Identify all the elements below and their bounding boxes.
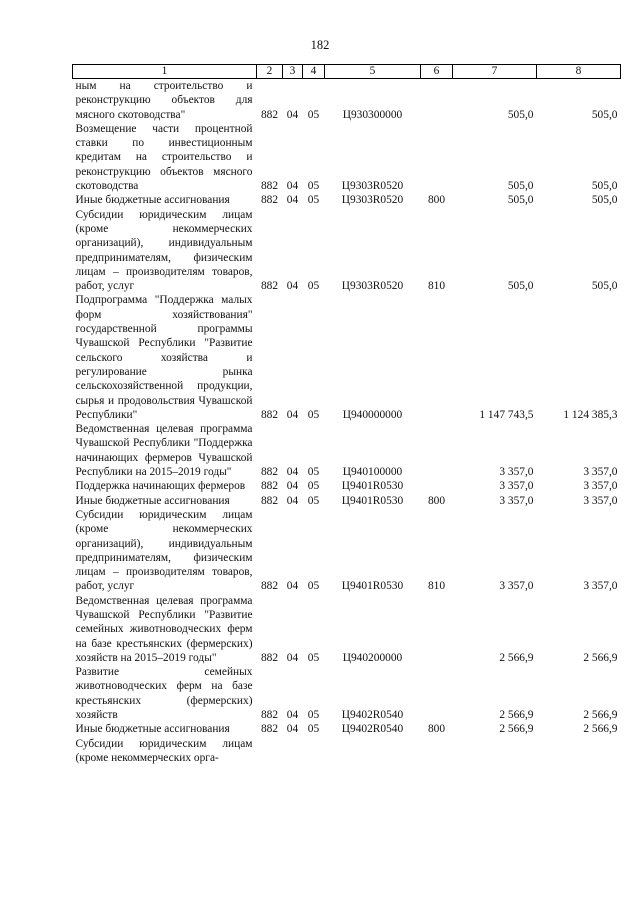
table-row	[73, 494, 621, 508]
expense-type-code: 800	[427, 494, 446, 507]
target-article-code: Ц9401R0530	[341, 580, 404, 593]
section-code: 04	[286, 494, 299, 507]
section-code: 04	[286, 108, 299, 121]
amount-year-1: 3 357,0	[499, 480, 534, 493]
subsection-code: 05	[307, 580, 320, 593]
column-header: 2	[257, 65, 283, 79]
column-header: 4	[303, 65, 325, 79]
table-header-row	[73, 65, 621, 79]
row-name: Развитие семейных животноводческих ферм на базе крестьянских (фермерских) хозяйств	[75, 666, 253, 722]
ministry-code: 882	[260, 480, 279, 493]
row-name: Иные бюджетные ассигнования	[75, 194, 230, 207]
amount-year-2: 505,0	[591, 180, 618, 193]
section-code: 04	[286, 580, 299, 593]
ministry-code: 882	[260, 723, 279, 736]
table-row	[73, 479, 621, 493]
column-header: 3	[283, 65, 303, 79]
subsection-code: 05	[307, 494, 320, 507]
row-name: Ведомственная целевая программа Чувашской Республики "Поддержка начинающих фермеров Чувашской Республики на 2015–2019 годы"	[75, 423, 253, 479]
table-row	[73, 665, 621, 722]
section-code: 04	[286, 651, 299, 664]
amount-year-2: 3 357,0	[583, 466, 618, 479]
amount-year-1: 505,0	[507, 194, 534, 207]
table-row	[73, 293, 621, 422]
section-code: 04	[286, 709, 299, 722]
row-name: Поддержка начинающих фермеров	[75, 480, 246, 493]
ministry-code: 882	[260, 180, 279, 193]
target-article-code: Ц9402R0540	[341, 723, 404, 736]
section-code: 04	[286, 408, 299, 421]
expense-type-code: 800	[427, 723, 446, 736]
amount-year-1: 2 566,9	[499, 723, 534, 736]
subsection-code: 05	[307, 709, 320, 722]
expense-type-code	[421, 122, 453, 193]
amount-year-2: 505,0	[591, 108, 618, 121]
column-header: 5	[325, 65, 421, 79]
ministry-code: 882	[260, 709, 279, 722]
row-name: Иные бюджетные ассигнования	[75, 494, 230, 507]
expense-type-code	[421, 737, 453, 766]
row-name: ным на строительство и реконструкцию объектов для мясного скотоводства"	[75, 80, 253, 121]
row-name: Подпрограмма "Поддержка малых форм хозяйствования" государственной программы Чувашской Республики "Развитие сельского хозяйства и регулирование рынка сельскохозяйственной продукции, сырья и продовольствия Чувашской Республики"	[75, 294, 253, 421]
amount-year-1: 3 357,0	[499, 494, 534, 507]
section-code: 04	[286, 280, 299, 293]
section-code: 04	[286, 194, 299, 207]
column-header: 6	[421, 65, 453, 79]
row-name: Иные бюджетные ассигнования	[75, 723, 230, 736]
subsection-code	[303, 737, 325, 766]
ministry-code: 882	[260, 194, 279, 207]
row-name: Ведомственная целевая программа Чувашской Республики "Развитие семейных животноводческих ферм на базе крестьянских (фермерских) хозяйств на 2015–2019 годы"	[75, 594, 253, 664]
table-body	[73, 79, 621, 766]
expense-type-code: 810	[427, 580, 446, 593]
amount-year-1	[453, 737, 537, 766]
amount-year-1: 2 566,9	[499, 651, 534, 664]
subsection-code: 05	[307, 651, 320, 664]
target-article-code: Ц9303R0520	[341, 194, 404, 207]
amount-year-2: 2 566,9	[583, 651, 618, 664]
ministry-code: 882	[260, 280, 279, 293]
column-header: 1	[73, 65, 257, 79]
amount-year-2: 505,0	[591, 280, 618, 293]
expense-type-code	[421, 79, 453, 122]
table-row	[73, 79, 621, 122]
amount-year-1: 505,0	[507, 280, 534, 293]
amount-year-2: 2 566,9	[583, 709, 618, 722]
subsection-code: 05	[307, 480, 320, 493]
table-row	[73, 422, 621, 479]
target-article-code	[325, 737, 421, 766]
table-row	[73, 193, 621, 207]
amount-year-1: 3 357,0	[499, 466, 534, 479]
target-article-code: Ц940100000	[342, 466, 403, 479]
subsection-code: 05	[307, 723, 320, 736]
subsection-code: 05	[307, 180, 320, 193]
amount-year-1: 3 357,0	[499, 580, 534, 593]
section-code: 04	[286, 723, 299, 736]
amount-year-2: 2 566,9	[583, 723, 618, 736]
subsection-code: 05	[307, 108, 320, 121]
ministry-code: 882	[260, 580, 279, 593]
target-article-code: Ц930300000	[342, 108, 403, 121]
page-number: 182	[310, 38, 330, 52]
ministry-code: 882	[260, 466, 279, 479]
subsection-code: 05	[307, 408, 320, 421]
table-row	[73, 122, 621, 193]
ministry-code	[257, 737, 283, 766]
amount-year-1: 505,0	[507, 180, 534, 193]
amount-year-2: 505,0	[591, 194, 618, 207]
ministry-code: 882	[260, 651, 279, 664]
expense-type-code	[421, 422, 453, 479]
amount-year-1: 505,0	[507, 108, 534, 121]
expense-type-code: 800	[427, 194, 446, 207]
target-article-code: Ц9303R0520	[341, 180, 404, 193]
section-code: 04	[286, 480, 299, 493]
expense-type-code	[421, 665, 453, 722]
expense-type-code	[421, 594, 453, 665]
amount-year-1: 2 566,9	[499, 709, 534, 722]
target-article-code: Ц9402R0540	[341, 709, 404, 722]
target-article-code: Ц9401R0530	[341, 494, 404, 507]
row-name: Субсидии юридическим лицам (кроме некоммерческих орга-	[75, 737, 253, 764]
table-row	[73, 594, 621, 665]
budget-table	[72, 64, 621, 765]
amount-year-2: 3 357,0	[583, 480, 618, 493]
table-row	[73, 722, 621, 736]
table-row	[73, 508, 621, 594]
ministry-code: 882	[260, 408, 279, 421]
subsection-code: 05	[307, 194, 320, 207]
column-header: 8	[537, 65, 621, 79]
column-header: 7	[453, 65, 537, 79]
target-article-code: Ц940200000	[342, 651, 403, 664]
row-name: Возмещение части процентной ставки по инвестиционным кредитам на строительство и реконструкцию объектов мясного скотоводства	[75, 122, 253, 193]
target-article-code: Ц940000000	[342, 408, 403, 421]
section-code: 04	[286, 180, 299, 193]
expense-type-code	[421, 479, 453, 493]
expense-type-code: 810	[427, 280, 446, 293]
amount-year-2: 1 124 385,3	[563, 408, 618, 421]
expense-type-code	[421, 293, 453, 422]
subsection-code: 05	[307, 466, 320, 479]
amount-year-2	[537, 737, 621, 766]
amount-year-1: 1 147 743,5	[479, 408, 534, 421]
target-article-code: Ц9401R0530	[341, 480, 404, 493]
amount-year-2: 3 357,0	[583, 580, 618, 593]
amount-year-2: 3 357,0	[583, 494, 618, 507]
ministry-code: 882	[260, 494, 279, 507]
section-code: 04	[286, 466, 299, 479]
section-code	[283, 737, 303, 766]
row-name: Субсидии юридическим лицам (кроме некоммерческих организаций), индивидуальным предпринимателям, физическим лицам – производителям товаров, работ, услуг	[75, 508, 253, 593]
table-row	[73, 208, 621, 294]
table-row	[73, 737, 621, 766]
subsection-code: 05	[307, 280, 320, 293]
target-article-code: Ц9303R0520	[341, 280, 404, 293]
row-name: Субсидии юридическим лицам (кроме некоммерческих организаций), индивидуальным предпринимателям, физическим лицам – производителям товаров, работ, услуг	[75, 208, 253, 293]
ministry-code: 882	[260, 108, 279, 121]
